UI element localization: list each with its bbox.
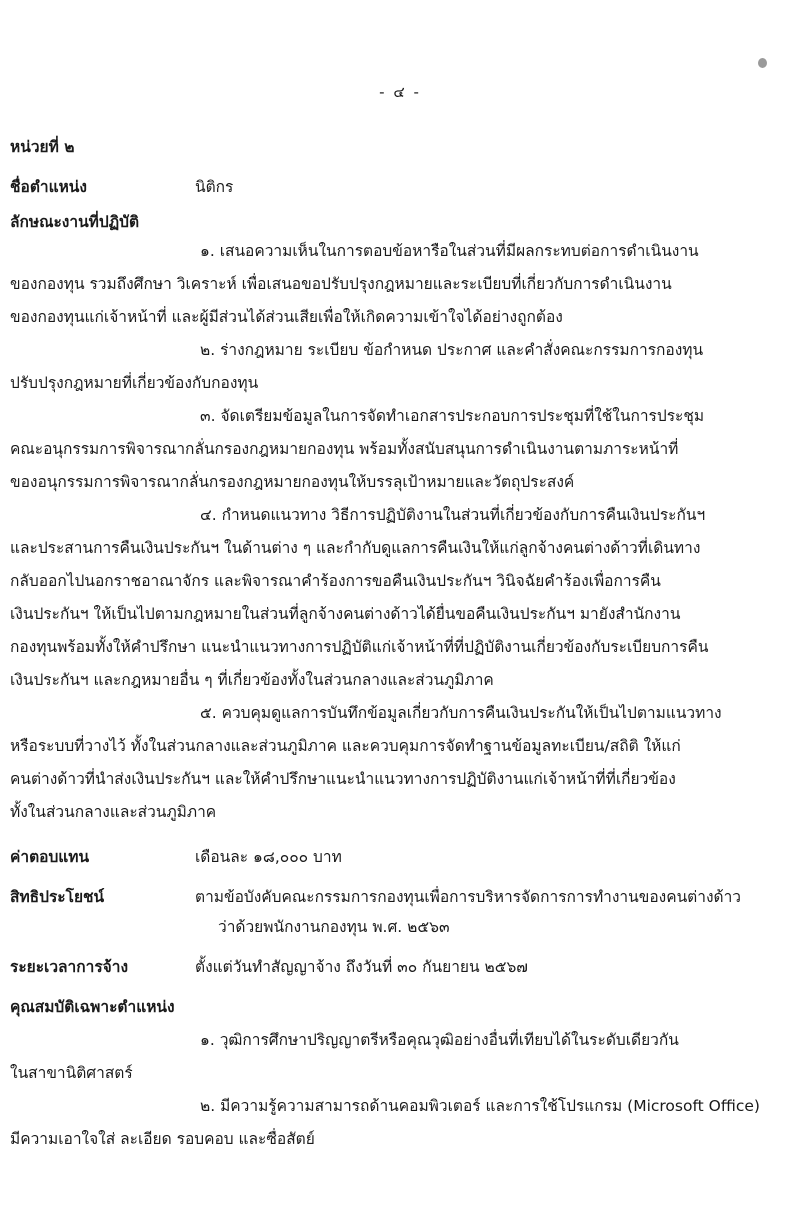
duty-line: คนต่างด้าวที่นำส่งเงินประกันฯ และให้คำปรึกษาแนะนำแนวทางการปฏิบัติงานแก่เจ้าหน้าที่ที่เกี่ยวข้อง: [10, 770, 676, 788]
duties-heading: ลักษณะงานที่ปฏิบัติ: [10, 213, 140, 231]
unit-heading: หน่วยที่ ๒: [10, 138, 75, 156]
duty-line: เงินประกันฯ ให้เป็นไปตามกฎหมายในส่วนที่ลูกจ้างคนต่างด้าวได้ยื่นขอคืนเงินประกันฯ มายังสำนักงาน: [10, 605, 681, 623]
qualification-line: ๒. มีความรู้ความสามารถด้านคอมพิวเตอร์ และการใช้โปรแกรม (Microsoft Office): [200, 1097, 760, 1115]
benefits-value-line1: ตามข้อบังคับคณะกรรมการกองทุนเพื่อการบริหารจัดการการทำงานของคนต่างด้าว: [195, 888, 741, 906]
duty-line: คณะอนุกรรมการพิจารณากลั่นกรองกฎหมายกองทุน พร้อมทั้งสนับสนุนการดำเนินงานตามภาระหน้าที่: [10, 440, 679, 458]
duty-line: ๑. เสนอความเห็นในการตอบข้อหารือในส่วนที่มีผลกระทบต่อการดำเนินงาน: [200, 242, 699, 260]
duty-line: และประสานการคืนเงินประกันฯ ในด้านต่าง ๆ และกำกับดูแลการคืนเงินให้แก่ลูกจ้างคนต่างด้าวที่เดินทาง: [10, 539, 701, 557]
qualifications-heading: คุณสมบัติเฉพาะตำแหน่ง: [10, 998, 175, 1016]
employment-period-label: ระยะเวลาการจ้าง: [10, 958, 129, 976]
page-number: - ๔ -: [379, 83, 421, 101]
benefits-label: สิทธิประโยชน์: [10, 888, 105, 906]
position-value: นิติกร: [195, 178, 234, 196]
duty-line: หรือระบบที่วางไว้ ทั้งในส่วนกลางและส่วนภูมิภาค และควบคุมการจัดทำฐานข้อมูลทะเบียน/สถิติ ให้แก่: [10, 737, 681, 755]
duty-line: ๒. ร่างกฎหมาย ระเบียบ ข้อกำหนด ประกาศ และคำสั่งคณะกรรมการกองทุน: [200, 341, 704, 359]
employment-period-value: ตั้งแต่วันทำสัญญาจ้าง ถึงวันที่ ๓๐ กันยายน ๒๕๖๗: [195, 958, 528, 976]
position-label: ชื่อตำแหน่ง: [10, 178, 87, 196]
qualification-line: ในสาขานิติศาสตร์: [10, 1064, 133, 1082]
duty-line: เงินประกันฯ และกฎหมายอื่น ๆ ที่เกี่ยวข้องทั้งในส่วนกลางและส่วนภูมิภาค: [10, 671, 494, 689]
duty-line: ของกองทุนแก่เจ้าหน้าที่ และผู้มีส่วนได้ส่วนเสียเพื่อให้เกิดความเข้าใจได้อย่างถูกต้อง: [10, 308, 563, 326]
duty-line: ของอนุกรรมการพิจารณากลั่นกรองกฎหมายกองทุนให้บรรลุเป้าหมายและวัตถุประสงค์: [10, 473, 575, 491]
qualification-line: มีความเอาใจใส่ ละเอียด รอบคอบ และซื่อสัตย์: [10, 1130, 315, 1148]
duty-line: กองทุนพร้อมทั้งให้คำปรึกษา แนะนำแนวทางการปฏิบัติแก่เจ้าหน้าที่ที่ปฏิบัติงานเกี่ยวข้องกับระเบียบการคืน: [10, 638, 709, 656]
qualification-line: ๑. วุฒิการศึกษาปริญญาตรีหรือคุณวุฒิอย่างอื่นที่เทียบได้ในระดับเดียวกัน: [200, 1031, 679, 1049]
duty-line: ๔. กำหนดแนวทาง วิธีการปฏิบัติงานในส่วนที่เกี่ยวข้องกับการคืนเงินประกันฯ: [200, 506, 706, 524]
duty-line: ปรับปรุงกฎหมายที่เกี่ยวข้องกับกองทุน: [10, 374, 259, 392]
compensation-value: เดือนละ ๑๘,๐๐๐ บาท: [195, 848, 342, 866]
duty-line: ของกองทุน รวมถึงศึกษา วิเคราะห์ เพื่อเสนอขอปรับปรุงกฎหมายและระเบียบที่เกี่ยวกับการดำเนินงาน: [10, 275, 672, 293]
benefits-value-line2: ว่าด้วยพนักงานกองทุน พ.ศ. ๒๕๖๓: [218, 918, 450, 936]
duty-line: ทั้งในส่วนกลางและส่วนภูมิภาค: [10, 803, 217, 821]
scan-speck: [758, 58, 767, 68]
duty-line: ๕. ควบคุมดูแลการบันทึกข้อมูลเกี่ยวกับการคืนเงินประกันให้เป็นไปตามแนวทาง: [200, 704, 722, 722]
duty-line: กลับออกไปนอกราชอาณาจักร และพิจารณาคำร้องการขอคืนเงินประกันฯ วินิจฉัยคำร้องเพื่อการคืน: [10, 572, 661, 590]
duty-line: ๓. จัดเตรียมข้อมูลในการจัดทำเอกสารประกอบการประชุมที่ใช้ในการประชุม: [200, 407, 705, 425]
compensation-label: ค่าตอบแทน: [10, 848, 90, 866]
